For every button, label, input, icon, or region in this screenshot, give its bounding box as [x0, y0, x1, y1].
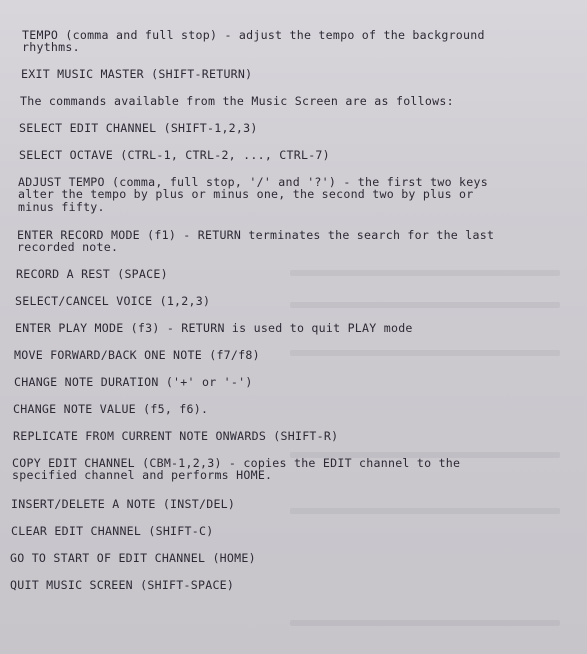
enter-record-mode-entry	[17, 229, 494, 254]
change-note-value-entry	[13, 403, 208, 415]
text-line: ADJUST TEMPO (comma, full stop, '/' and '?') - the first two keys	[18, 175, 488, 189]
text-line: RECORD A REST (SPACE)	[16, 267, 168, 281]
replicate-entry	[13, 430, 338, 442]
clear-edit-channel-entry	[11, 525, 213, 537]
intro-line	[20, 95, 454, 107]
text-line: COPY EDIT CHANNEL (CBM-1,2,3) - copies the EDIT channel to the	[12, 456, 461, 470]
text-line: specified channel and performs HOME.	[12, 468, 273, 483]
text-line: CHANGE NOTE DURATION ('+' or '-')	[14, 375, 253, 389]
text-line: rhythms.	[22, 40, 80, 55]
move-forward-back-entry	[14, 349, 260, 361]
adjust-tempo-entry	[18, 176, 488, 213]
change-note-duration-entry	[14, 376, 253, 388]
quit-music-screen-entry	[10, 579, 234, 591]
insert-delete-note-entry	[11, 498, 235, 510]
text-line: QUIT MUSIC SCREEN (SHIFT-SPACE)	[10, 578, 235, 592]
text-line: ENTER RECORD MODE (f1) - RETURN terminates the search for the last	[17, 228, 495, 242]
text-line: alter the tempo by plus or minus one, the second two by plus or	[18, 187, 474, 202]
copy-edit-channel-entry	[12, 457, 460, 482]
go-to-start-entry	[10, 552, 256, 564]
text-line: REPLICATE FROM CURRENT NOTE ONWARDS (SHIFT-R)	[13, 429, 339, 443]
text-line: minus fifty.	[18, 199, 105, 214]
text-line: SELECT EDIT CHANNEL (SHIFT-1,2,3)	[19, 121, 258, 135]
text-line: SELECT/CANCEL VOICE (1,2,3)	[15, 294, 211, 308]
select-octave-entry	[19, 149, 330, 161]
text-line: SELECT OCTAVE (CTRL-1, CTRL-2, ..., CTRL-7)	[19, 148, 330, 162]
text-line: CLEAR EDIT CHANNEL (SHIFT-C)	[11, 524, 214, 538]
text-line: MOVE FORWARD/BACK ONE NOTE (f7/f8)	[14, 348, 260, 362]
text-line: INSERT/DELETE A NOTE (INST/DEL)	[11, 497, 236, 511]
record-rest-entry	[16, 268, 168, 280]
tempo-entry	[22, 29, 485, 54]
text-line: recorded note.	[17, 240, 119, 255]
select-cancel-voice-entry	[15, 295, 210, 307]
text-line: The commands available from the Music Screen are as follows:	[20, 94, 454, 108]
text-line: GO TO START OF EDIT CHANNEL (HOME)	[10, 551, 256, 565]
text-line: EXIT MUSIC MASTER (SHIFT-RETURN)	[21, 67, 253, 81]
select-edit-channel-entry	[19, 122, 258, 134]
enter-play-mode-entry	[15, 322, 413, 334]
exit-music-master-entry	[21, 68, 252, 80]
text-line: TEMPO (comma and full stop) - adjust the tempo of the background	[22, 28, 485, 42]
text-line: ENTER PLAY MODE (f3) - RETURN is used to quit PLAY mode	[15, 321, 413, 335]
text-line: CHANGE NOTE VALUE (f5, f6).	[13, 402, 209, 416]
